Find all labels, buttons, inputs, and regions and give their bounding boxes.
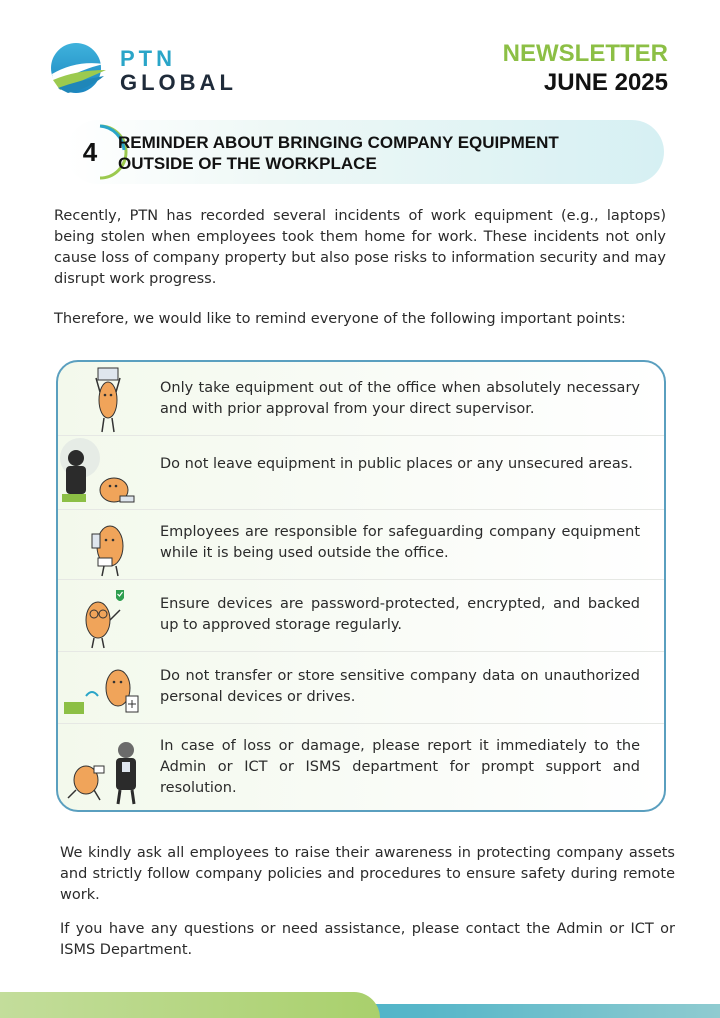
section-title: REMINDER ABOUT BRINGING COMPANY EQUIPMENT OUTSIDE OF THE WORKPLACE <box>118 133 559 173</box>
logo-text-bottom: GLOBAL <box>120 70 237 95</box>
newsletter-heading <box>503 40 668 98</box>
point-text: In case of loss or damage, please report it immediately to the Admin or ICT or ISMS department for prompt support and resolution. <box>160 738 640 796</box>
section-number: 4 <box>82 137 98 167</box>
person-holding-laptop-icon <box>58 362 154 435</box>
issue-date: JUNE 2025 <box>543 69 668 96</box>
contact-paragraph: If you have any questions or need assistance, please contact the Admin or ICT or ISMS Department. <box>60 921 675 958</box>
company-logo <box>50 40 237 100</box>
list-item <box>58 724 664 810</box>
logo-text-top: PTN <box>120 46 176 71</box>
globe-icon <box>50 40 110 100</box>
shield-check-icon <box>58 580 154 651</box>
reminder-points-box <box>56 360 666 812</box>
intro-reminder: Therefore, we would like to remind everyone of the following important points: <box>54 311 626 327</box>
list-item <box>58 580 664 652</box>
closing-paragraph: We kindly ask all employees to raise their awareness in protecting company assets and strictly follow company policies and procedures to ensure safety during remote work. <box>60 845 675 903</box>
report-icon <box>58 724 154 810</box>
list-item <box>58 510 664 580</box>
person-with-phone-icon <box>58 510 154 579</box>
list-item <box>58 652 664 724</box>
footer-band-green <box>0 992 380 1018</box>
list-item <box>58 436 664 510</box>
point-text: Do not leave equipment in public places or any unsecured areas. <box>160 456 633 472</box>
point-text: Do not transfer or store sensitive company data on unauthorized personal devices or drives. <box>160 668 640 705</box>
section-banner <box>66 120 664 184</box>
list-item <box>58 362 664 436</box>
point-text: Only take equipment out of the office when absolutely necessary and with prior approval from your direct supervisor. <box>160 380 640 417</box>
intro-paragraph: Recently, PTN has recorded several incidents of work equipment (e.g., laptops) being stolen when employees took them home for work. These incidents not only cause loss of company property but also pose risks to information security and may disrupt work progress. <box>54 208 666 287</box>
point-text: Ensure devices are password-protected, encrypted, and backed up to approved storage regularly. <box>160 596 640 633</box>
thief-icon <box>58 436 154 509</box>
point-text: Employees are responsible for safeguarding company equipment while it is being used outside the office. <box>160 524 640 561</box>
data-transfer-icon <box>58 652 154 723</box>
newsletter-label: NEWSLETTER <box>502 40 668 67</box>
